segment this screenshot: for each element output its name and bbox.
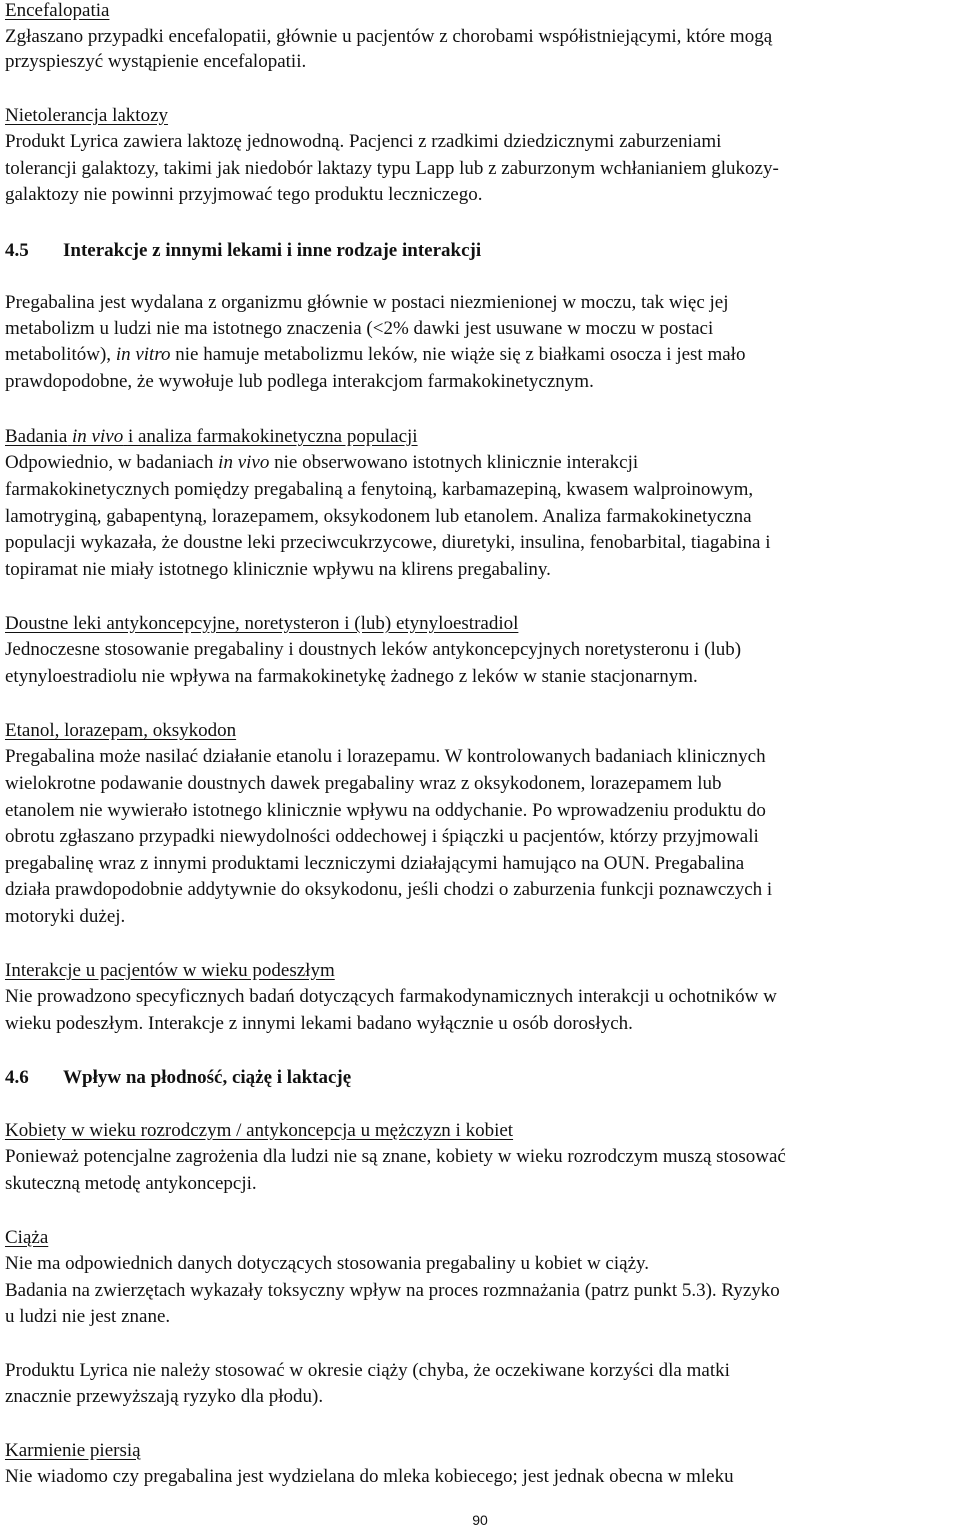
text-span: metabolitów), [5, 344, 112, 365]
paragraph-line: farmakokinetycznych pomiędzy pregabaliną a fenytoiną, karbamazepiną, kwasem walproinowym, [5, 479, 754, 500]
paragraph-line: lamotryginą, gabapentyną, lorazepamem, oksykodonem lub etanolem. Analiza farmakokinetyczna [5, 506, 752, 527]
heading-doustne-leki-antykoncepcyjne: Doustne leki antykoncepcyjne, noretysteron i (lub) etynyloestradiol [5, 613, 519, 634]
heading-nietolerancja-laktozy: Nietolerancja laktozy [5, 105, 169, 126]
paragraph-line: Nie prowadzono specyficznych badań dotyczących farmakodynamicznych interakcji u ochotników w [5, 986, 777, 1007]
paragraph-line: tolerancji galaktozy, takimi jak niedobór laktazy typu Lapp lub z zaburzonym wchłanianiem glukozy- [5, 158, 779, 179]
paragraph-line: metabolizm u ludzi nie ma istotnego znaczenia (<2% dawki jest usuwane w moczu w postaci [5, 318, 714, 339]
text-span: Badania [5, 426, 68, 447]
text-span: i analiza farmakokinetyczna populacji [127, 426, 418, 447]
paragraph-line: Pregabalina może nasilać działanie etanolu i lorazepamu. W kontrolowanych badaniach klinicznych [5, 746, 766, 767]
paragraph-line [5, 342, 960, 369]
italic-term: in vivo [72, 426, 124, 447]
heading-ciaza: Ciąża [5, 1227, 49, 1248]
paragraph-line: prawdopodobne, że wywołuje lub podlega interakcjom farmakokinetycznym. [5, 371, 594, 392]
page-number: 90 [472, 1512, 488, 1528]
italic-term: in vitro [115, 344, 171, 365]
section-number: 4.6 [5, 1067, 29, 1088]
paragraph-line: galaktozy nie powinni przyjmować tego produktu leczniczego. [5, 184, 483, 205]
heading-kobiety-w-wieku-rozrodczym: Kobiety w wieku rozrodczym / antykoncepcja u mężczyzn i kobiet [5, 1120, 514, 1141]
heading-karmienie-piersia: Karmienie piersią [5, 1440, 141, 1461]
text-span: Odpowiednio, w badaniach [5, 452, 214, 473]
section-heading-4-5 [5, 238, 960, 265]
paragraph-line: Zgłaszano przypadki encefalopatii, głównie u pacjentów z chorobami współistniejącymi, które mogą [5, 26, 773, 47]
paragraph-line: topiramat nie miały istotnego klinicznie wpływu na klirens pregabaliny. [5, 559, 551, 580]
heading-encefalopatia: Encefalopatia [5, 0, 110, 21]
paragraph-line: działa prawdopodobnie addytywnie do oksykodonu, jeśli chodzi o zaburzenia funkcji poznawczych i [5, 879, 773, 900]
paragraph-line: etanolem nie wywierało istotnego klinicznie wpływu na oddychanie. Po wprowadzeniu produktu do [5, 800, 766, 821]
paragraph-line: Badania na zwierzętach wykazały toksyczny wpływ na proces rozmnażania (patrz punkt 5.3). Ryzyko [5, 1280, 780, 1301]
paragraph-line: etynyloestradiolu nie wpływa na farmakokinetykę żadnego z leków w stanie stacjonarnym. [5, 666, 698, 687]
paragraph-line: u ludzi nie jest znane. [5, 1306, 171, 1327]
heading-interakcje-wiek-podeszly: Interakcje u pacjentów w wieku podeszłym [5, 960, 335, 981]
paragraph-line: wielokrotne podawanie doustnych dawek pregabaliny wraz z oksykodonem, lorazepamem lub [5, 773, 722, 794]
paragraph-line: Nie ma odpowiednich danych dotyczących stosowania pregabaliny u kobiet w ciąży. [5, 1253, 650, 1274]
paragraph-line: Pregabalina jest wydalana z organizmu głównie w postaci niezmienionej w moczu, tak więc jej [5, 292, 729, 313]
paragraph-line [5, 450, 960, 477]
paragraph-line: skuteczną metodę antykoncepcji. [5, 1173, 257, 1194]
section-number: 4.5 [5, 240, 29, 261]
paragraph-line: Ponieważ potencjalne zagrożenia dla ludzi nie są znane, kobiety w wieku rozrodczym muszą stosować [5, 1146, 786, 1167]
paragraph-line: Nie wiadomo czy pregabalina jest wydzielana do mleka kobiecego; jest jednak obecna w mleku [5, 1466, 734, 1487]
section-heading-4-6 [5, 1065, 960, 1092]
italic-term: in vivo [218, 452, 270, 473]
text-span: nie hamuje metabolizmu leków, nie wiąże się z białkami osocza i jest mało [175, 344, 746, 365]
paragraph-line: populacji wykazała, że doustne leki przeciwcukrzycowe, diuretyki, insulina, fenobarbital, tiagabina i [5, 532, 771, 553]
section-title: Wpływ na płodność, ciążę i laktację [63, 1067, 352, 1088]
section-title: Interakcje z innymi lekami i inne rodzaje interakcji [63, 240, 482, 261]
paragraph-line: motoryki dużej. [5, 906, 126, 927]
paragraph-line: Produktu Lyrica nie należy stosować w okresie ciąży (chyba, że oczekiwane korzyści dla matki [5, 1360, 730, 1381]
heading-etanol-lorazepam-oksykodon: Etanol, lorazepam, oksykodon [5, 720, 237, 741]
paragraph-line: wieku podeszłym. Interakcje z innymi lekami badano wyłącznie u osób dorosłych. [5, 1013, 633, 1034]
paragraph-line: znacznie przewyższają ryzyko dla płodu). [5, 1386, 324, 1407]
text-span: nie obserwowano istotnych klinicznie interakcji [274, 452, 639, 473]
paragraph-line: przyspieszyć wystąpienie encefalopatii. [5, 51, 307, 72]
paragraph-line: pregabalinę wraz z innymi produktami leczniczymi działającymi hamująco na OUN. Pregabalina [5, 853, 745, 874]
heading-badania-in-vivo [5, 424, 960, 451]
paragraph-line: Jednoczesne stosowanie pregabaliny i doustnych leków antykoncepcyjnych noretysteronu i (lub) [5, 639, 742, 660]
paragraph-line: Produkt Lyrica zawiera laktozę jednowodną. Pacjenci z rzadkimi dziedzicznymi zaburzeniami [5, 131, 722, 152]
paragraph-line: obrotu zgłaszano przypadki niewydolności oddechowej i śpiączki u pacjentów, którzy przyjmowali [5, 826, 759, 847]
